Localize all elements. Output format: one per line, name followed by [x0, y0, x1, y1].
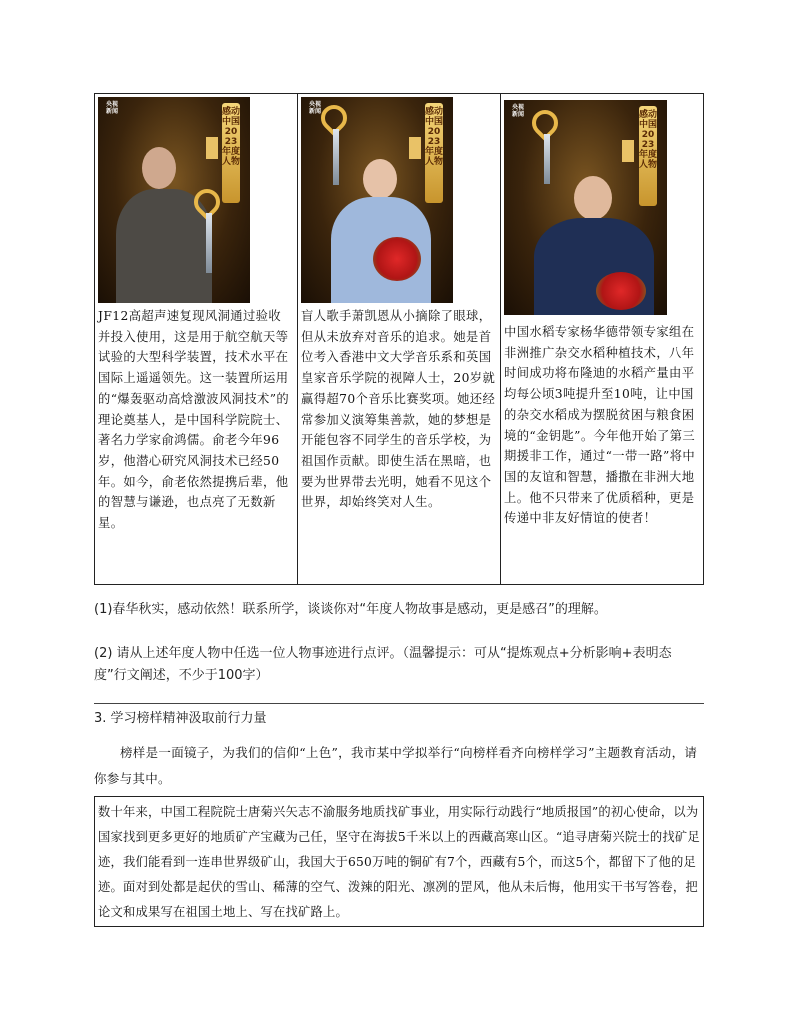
name-card [622, 140, 634, 162]
cctv-news-logo: 央视 新闻 [105, 101, 118, 115]
cctv-news-logo: 央视 新闻 [511, 104, 524, 118]
section-intro: 榜样是一面镜子，为我们的信仰“上色”，我市某中学拟举行“向榜样看齐向榜样学习”主题教育活动，请你参与其中。 [94, 745, 698, 786]
section-divider [94, 703, 704, 704]
cctv-news-logo: 央视 新闻 [308, 101, 321, 115]
award-photo-1 [98, 97, 250, 303]
trophy-stem [544, 134, 550, 184]
name-card [206, 137, 218, 159]
trophy-stem [206, 213, 212, 273]
trophy-stem [333, 129, 339, 185]
flower-bouquet [596, 272, 646, 310]
award-banner: 感动中国2023年度人物 [639, 106, 657, 206]
person-head [574, 176, 612, 220]
question-2: (2) 请从上述年度人物中任选一位人物事迹进行点评。（温馨提示：可从“提炼观点+分析影响+表明态度”行文阐述，不少于100字） [94, 646, 672, 683]
award-cell-3 [500, 94, 703, 584]
award-photo-2 [301, 97, 453, 303]
question-1: (1)春华秋实，感动依然！联系所学，谈谈你对“年度人物故事是感动，更是感召”的理解。 [94, 602, 607, 617]
award-photo-3 [504, 100, 667, 315]
award-cell-2 [297, 94, 500, 584]
award-description-2: 盲人歌手萧凯恩从小摘除了眼球，但从未放弃对音乐的追求。她是首位考入香港中文大学音乐系和英国皇家音乐学院的视障人士，20岁就赢得超70个音乐比赛奖项。她还经常参加义演筹集善款，她的梦想是开能包容不同学生的音乐学校，为祖国作贡献。即使生活在黑暗，也要为世界带去光明，她看不见这个世界，却始终笑对人生。 [301, 309, 496, 510]
name-card [409, 137, 421, 159]
award-description-1: JF12高超声速复现风洞通过验收并投入使用，这是用于航空航天等试验的大型科学装置，技术水平在国际上遥遥领先。这一装置所运用的“爆轰驱动高焓激波风洞技术”的理论奠基人，是中国科学院院士、著名力学家俞鸿儒。俞老今年96岁，他潜心研究风洞技术已经50年。如今，俞老依然提携后辈，他的智慧与谦逊，也点亮了无数新星。 [98, 309, 290, 531]
flower-bouquet [373, 237, 421, 281]
award-cell-1 [95, 94, 297, 584]
person-head [363, 159, 397, 199]
award-banner: 感动中国2023年度人物 [222, 103, 240, 203]
award-winners-table [94, 93, 704, 585]
material-box: 数十年来，中国工程院院士唐菊兴矢志不渝服务地质找矿事业，用实际行动践行“地质报国”的初心使命，以为国家找到更多更好的地质矿产宝藏为己任，坚守在海拔5千米以上的西藏高寒山区。“追寻唐菊兴院士的找矿足迹，我们能看到一连串世界级矿山，我国大于650万吨的铜矿有7个，西藏有5个，而这5个，都留下了他的足迹。面对到处都是起伏的雪山、稀薄的空气、泼辣的阳光、凛冽的罡风，他从未后悔，他用实干书写答卷，把论文和成果写在祖国土地上、写在找矿路上。 [94, 796, 704, 927]
section-title: 3. 学习榜样精神汲取前行力量 [94, 711, 267, 726]
award-description-3: 中国水稻专家杨华德带领专家组在非洲推广杂交水稻种植技术，八年时间成功将布隆迪的水稻产量由平均每公顷3吨提升至10吨，让中国的杂交水稻成为摆脱贫困与粮食困境的“金钥匙”。今年他开始了第三期援非工作，通过“一带一路”将中国的友谊和智慧，播撒在非洲大地上。他不只带来了优质稻种，更是传递中非友好情谊的使者！ [504, 325, 696, 526]
person-head [142, 147, 176, 189]
award-banner: 感动中国2023年度人物 [425, 103, 443, 203]
